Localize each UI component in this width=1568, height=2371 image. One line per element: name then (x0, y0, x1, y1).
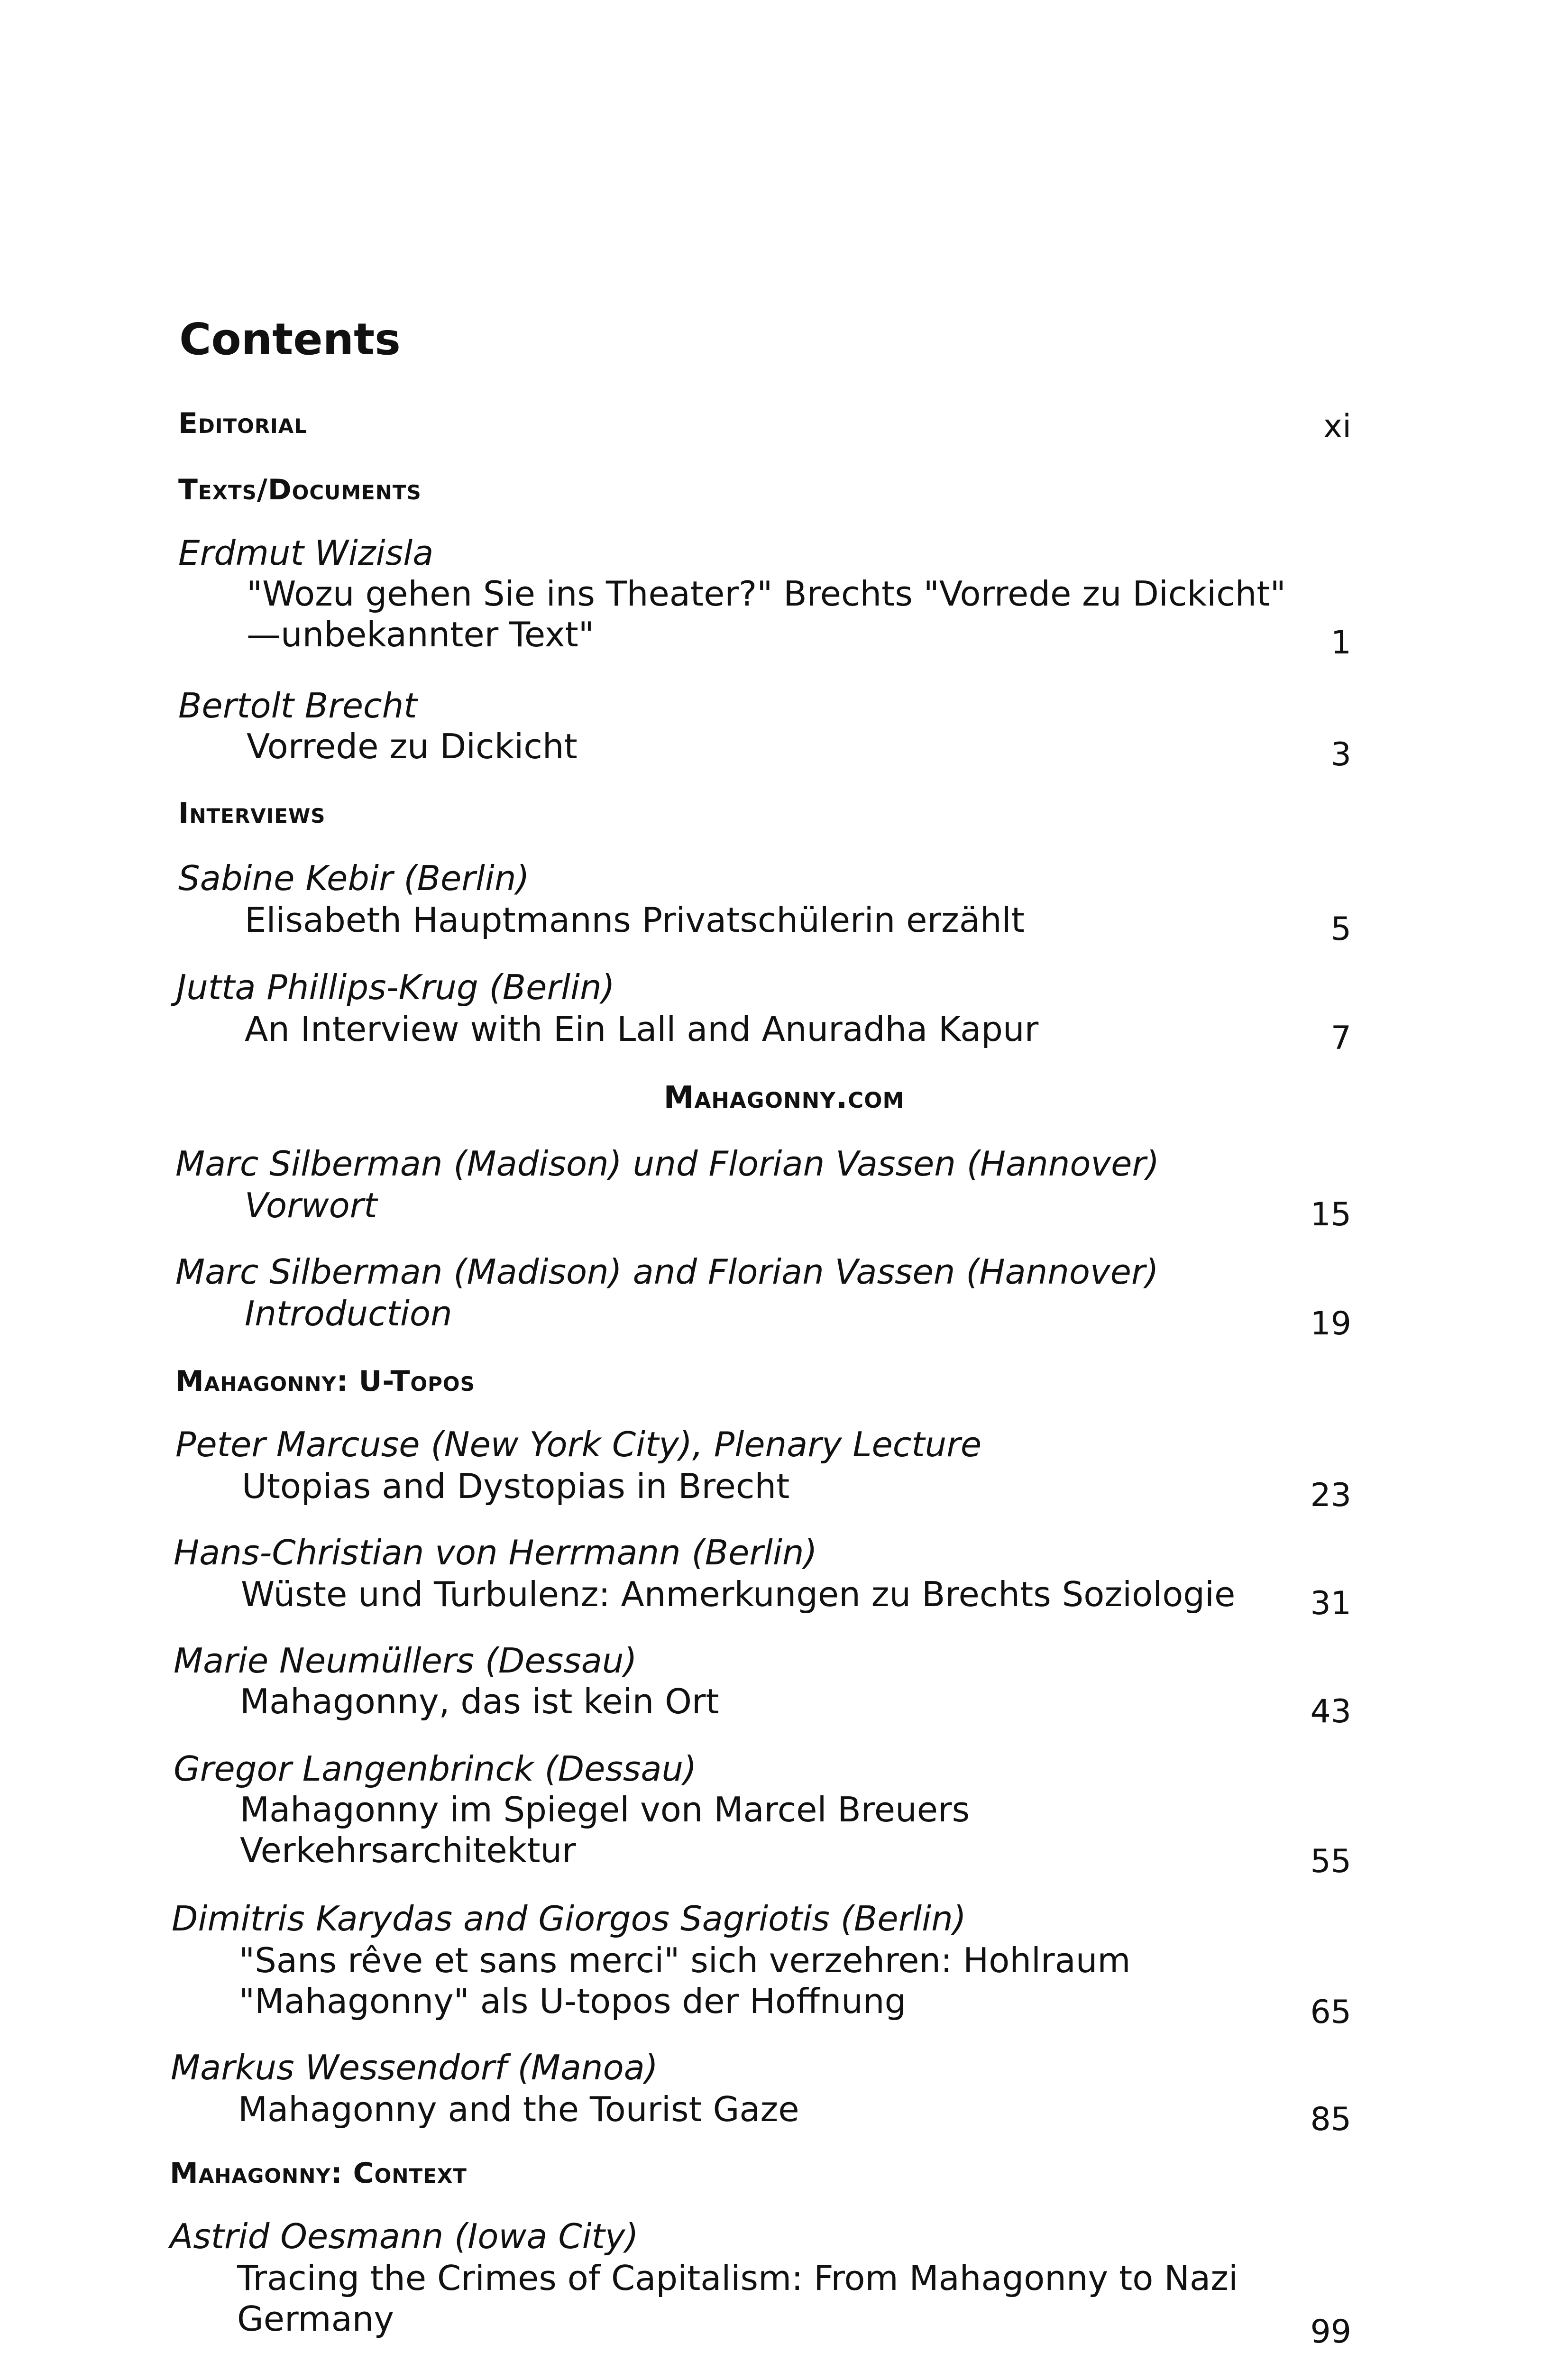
entry-title-line: Mahagonny, das ist kein Ort (240, 1682, 719, 1721)
entry-page-ref: 85 (1310, 2101, 1351, 2138)
entry-title-line: An Interview with Ein Lall and Anuradha Kapur (245, 1009, 1039, 1049)
entry-title-line: Wüste und Turbulenz: Anmerkungen zu Brechts Soziologie (241, 1574, 1236, 1614)
entry-author: Sabine Kebir (Berlin) (178, 858, 530, 898)
entry-author: Marie Neumüllers (Dessau) (174, 1641, 637, 1681)
entry-page-ref: 43 (1310, 1693, 1351, 1730)
entry-title-line: Mahagonny and the Tourist Gaze (238, 2089, 799, 2129)
section-editorial: Editorial (178, 407, 308, 440)
entry-page-ref: 23 (1310, 1477, 1351, 1514)
page-ref-editorial: xi (1323, 408, 1351, 445)
entry-title-line: Utopias and Dystopias in Brecht (242, 1466, 790, 1506)
entry-page-ref: 55 (1310, 1843, 1351, 1880)
section-u-topos: Mahagonny: U-Topos (175, 1365, 475, 1398)
entry-author: Bertolt Brecht (178, 686, 417, 726)
entry-page-ref: 65 (1310, 1994, 1351, 2031)
entry-author: Erdmut Wizisla (178, 533, 434, 573)
entry-author: Marc Silberman (Madison) und Florian Vassen (Hannover) (175, 1144, 1160, 1184)
entry-page-ref: 1 (1330, 624, 1351, 662)
section-mahagonny-com: Mahagonny.com (663, 1080, 905, 1115)
entry-page-ref: 19 (1310, 1305, 1351, 1342)
entry-title-line: "Wozu gehen Sie ins Theater?" Brechts "Vorrede zu Dickicht" (247, 574, 1286, 614)
entry-page-ref: 5 (1330, 910, 1351, 948)
section-texts-documents: Texts/Documents (178, 473, 422, 506)
entry-title-line: "Mahagonny" als U-topos der Hoffnung (239, 1981, 907, 2021)
entry-title-line: Vorrede zu Dickicht (247, 726, 578, 766)
entry-author: Peter Marcuse (New York City), Plenary Lecture (175, 1424, 982, 1464)
entry-page-ref: 99 (1310, 2313, 1351, 2351)
contents-title: Contents (179, 314, 401, 365)
entry-title-line: Mahagonny im Spiegel von Marcel Breuers (240, 1790, 970, 1829)
entry-title-line: Tracing the Crimes of Capitalism: From Mahagonny to Nazi (237, 2258, 1238, 2298)
entry-title-line: "Sans rêve et sans merci" sich verzehren: Hohlraum (239, 1940, 1131, 1980)
entry-title-line: —unbekannter Text" (247, 615, 594, 654)
entry-author: Astrid Oesmann (Iowa City) (170, 2216, 639, 2256)
entry-author: Hans-Christian von Herrmann (Berlin) (174, 1533, 817, 1572)
entry-title-line: Vorwort (245, 1186, 377, 1225)
entry-author: Markus Wessendorf (Manoa) (171, 2048, 658, 2087)
entry-title-line: Verkehrsarchitektur (240, 1830, 576, 1870)
entry-title-line: Introduction (245, 1294, 452, 1333)
entry-author: Dimitris Karydas and Giorgos Sagriotis (Berlin) (172, 1899, 966, 1939)
entry-page-ref: 31 (1310, 1585, 1351, 1622)
section-interviews: Interviews (178, 797, 326, 830)
entry-page-ref: 3 (1330, 736, 1351, 773)
entry-title-line: Elisabeth Hauptmanns Privatschülerin erzählt (245, 900, 1025, 940)
section-context: Mahagonny: Context (170, 2157, 467, 2190)
entry-page-ref: 7 (1330, 1020, 1351, 1057)
entry-author: Jutta Phillips-Krug (Berlin) (176, 967, 615, 1007)
entry-page-ref: 15 (1310, 1196, 1351, 1233)
entry-author: Marc Silberman (Madison) and Florian Vassen (Hannover) (175, 1252, 1159, 1292)
entry-title-line: Germany (237, 2299, 394, 2339)
entry-author: Gregor Langenbrinck (Dessau) (174, 1749, 697, 1789)
